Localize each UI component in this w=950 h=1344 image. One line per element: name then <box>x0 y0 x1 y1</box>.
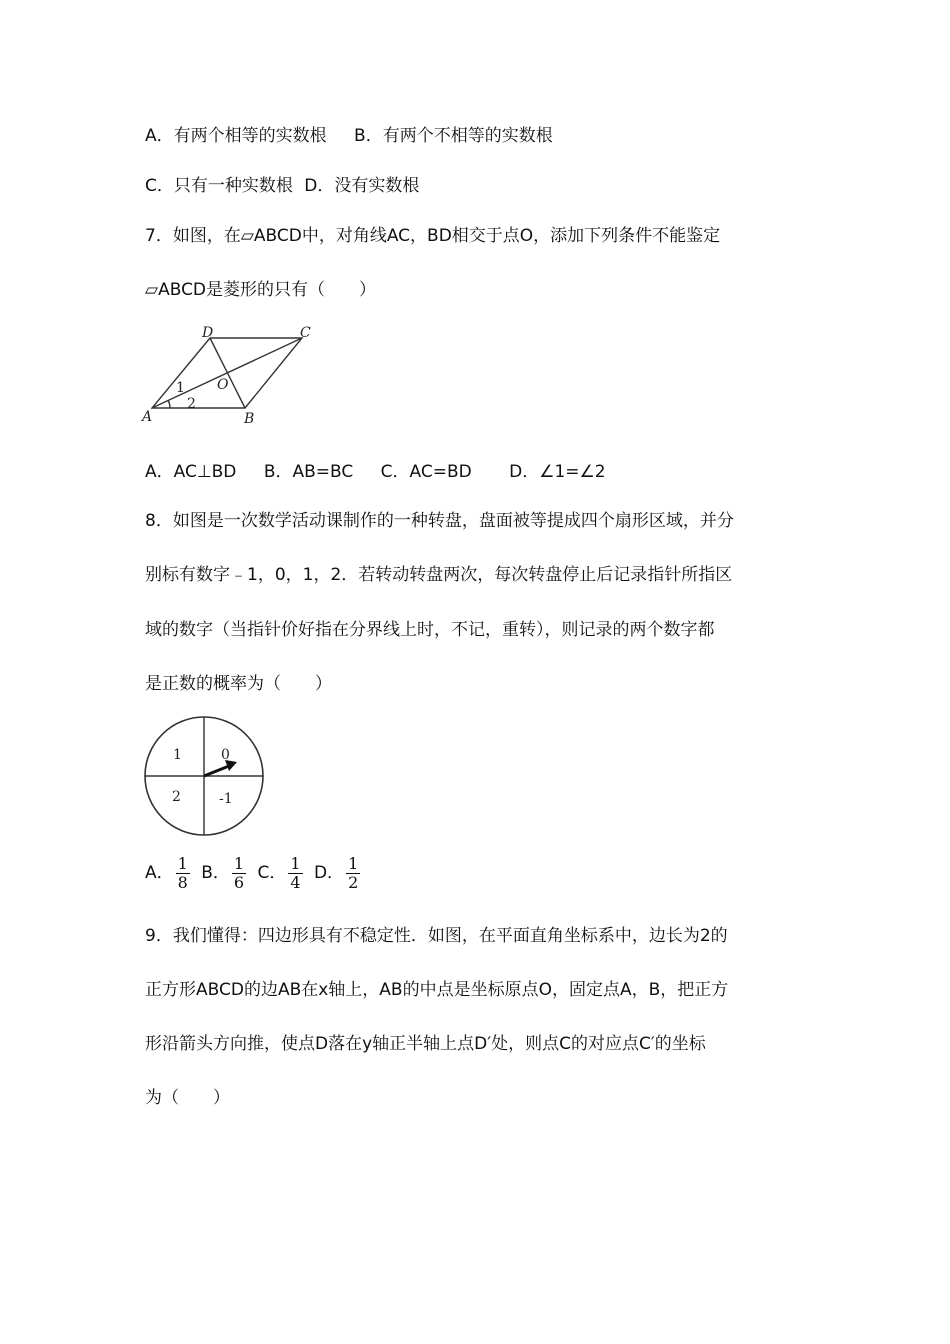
label-angle-1: 1 <box>176 380 185 396</box>
q7-option-c: C．AC=BD <box>380 462 472 482</box>
q6-option-a: A．有两个相等的实数根 <box>145 126 327 146</box>
angle-arc <box>168 400 170 408</box>
label-b: B <box>244 411 255 427</box>
q7-text-line-2: ▱ABCD是菱形的只有（ ） <box>145 280 377 300</box>
q7-option-d: D．∠1=∠2 <box>509 462 606 482</box>
q8-text-line-3: 域的数字（当指针价好指在分界线上时，不记，重转），则记录的两个数字都 <box>145 620 715 640</box>
q8-option-b-numerator: 1 <box>233 853 245 873</box>
q9-text-line-2: 正方形ABCD的边AB在x轴上，AB的中点是坐标原点O，固定点A，B，把正方 <box>145 980 729 1000</box>
q8-option-b-fraction <box>232 855 246 892</box>
q7-option-a: A．AC⊥BD <box>145 462 237 482</box>
sector-label-bottom-right: -1 <box>219 791 233 807</box>
q9-text-line-3: 形沿箭头方向推，使点D落在y轴正半轴上点D′处，则点C的对应点C′的坐标 <box>145 1034 706 1054</box>
q9-text-line-1: 9．我们懂得：四边形具有不稳定性．如图，在平面直角坐标系中，边长为2的 <box>145 926 728 946</box>
q6-option-d: D．没有实数根 <box>304 176 420 196</box>
q9-text-line-4: 为（ ） <box>145 1088 230 1108</box>
q8-text-line-4: 是正数的概率为（ ） <box>145 674 332 694</box>
q8-option-d-label: D． <box>313 863 345 883</box>
q6-options-row-2 <box>145 175 441 197</box>
q6-option-b: B．有两个不相等的实数根 <box>354 126 553 146</box>
diagonal-bd <box>210 338 245 408</box>
q8-text-line-2: 别标有数字﹣1，0，1，2．若转动转盘两次，每次转盘停止后记录指针所指区 <box>145 565 733 585</box>
q8-option-a-label: A． <box>145 863 174 883</box>
q8-option-b-denominator: 6 <box>233 872 245 892</box>
q8-option-a-fraction <box>176 855 190 892</box>
sector-label-top-right: 0 <box>221 747 230 763</box>
q8-option-c-fraction <box>288 855 302 892</box>
q6-options-row-1 <box>145 125 575 147</box>
q8-option-d-denominator: 2 <box>348 872 359 892</box>
label-angle-2: 2 <box>187 396 196 412</box>
q8-option-c-label: C． <box>257 863 287 883</box>
q8-option-a-numerator: 1 <box>177 853 188 873</box>
q7-text-line-1: 7．如图，在▱ABCD中，对角线AC，BD相交于点O，添加下列条件不能鉴定 <box>145 226 721 246</box>
q8-options-row <box>145 853 366 893</box>
q8-option-a-denominator: 8 <box>177 872 188 892</box>
sector-label-bottom-left: 2 <box>172 789 181 805</box>
q8-option-d-fraction <box>346 855 360 892</box>
q6-option-c: C．只有一种实数根 <box>145 176 293 196</box>
q8-text-line-1: 8．如图是一次数学活动课制作的一种转盘，盘面被等提成四个扇形区域，并分 <box>145 511 734 531</box>
label-o: O <box>217 377 229 393</box>
label-a: A <box>142 409 153 425</box>
q8-option-c-denominator: 4 <box>290 872 301 892</box>
q8-spinner-figure <box>143 715 265 837</box>
sector-label-top-left: 1 <box>173 747 182 763</box>
q8-option-d-numerator: 1 <box>348 853 359 873</box>
label-d: D <box>202 325 214 341</box>
label-c: C <box>300 325 311 341</box>
q7-option-b: B．AB=BC <box>263 462 354 482</box>
q8-option-c-numerator: 1 <box>290 853 301 873</box>
q7-parallelogram-figure <box>140 320 330 432</box>
q8-option-b-label: B． <box>201 863 230 883</box>
q7-options-row <box>145 461 628 483</box>
